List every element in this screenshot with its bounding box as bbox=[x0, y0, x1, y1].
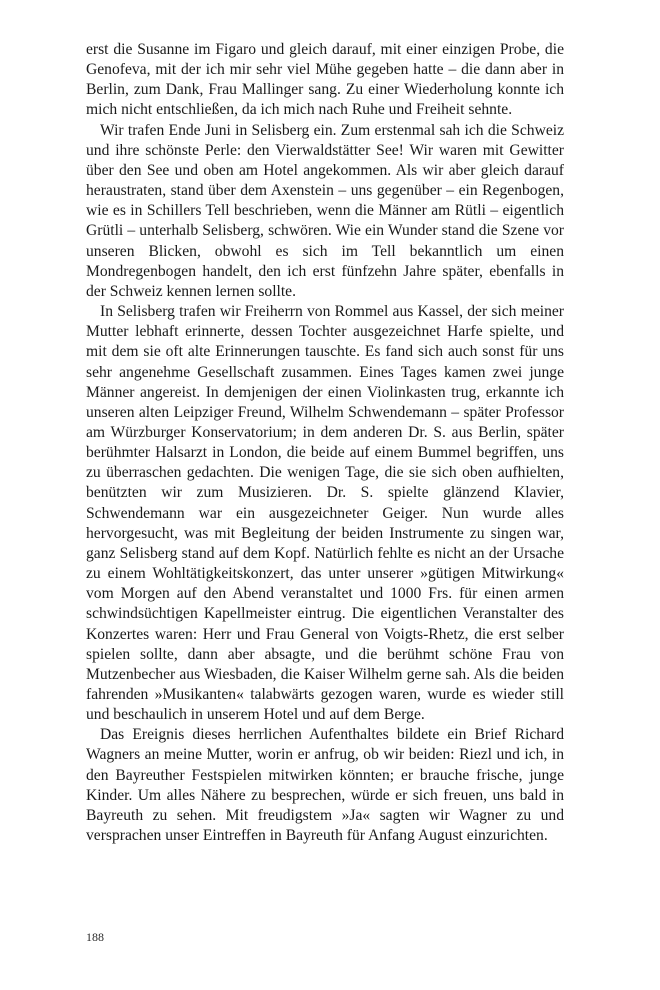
paragraph-1: erst die Susanne im Figaro und gleich darauf, mit einer einzigen Probe, die Genofeva, mit der ich mir sehr viel Mühe gegeben hatte – die dann aber in Berlin, zum Dank, Frau Mallinger sang. Zu einer Wiederholung konnte ich mich nicht entschließen, da ich mich nach Ruhe und Freiheit sehnte. bbox=[86, 41, 564, 119]
paragraph-4: Das Ereignis dieses herrlichen Aufenthaltes bildete ein Brief Richard Wagners an meine Mutter, worin er anfrug, ob wir beiden: Riezl und ich, in den Bayreuther Festspielen mitwirken könnten; er brauche frische, junge Kinder. Um alles Nähere zu besprechen, würde er sich freuen, uns bald in Bayreuth zu sehen. Mit freudigstem »Ja« sagten wir Wagner zu und versprachen unser Eintreffen in Bayreuth für Anfang August einzurichten. bbox=[86, 726, 564, 845]
page-number: 188 bbox=[86, 930, 104, 944]
paragraph-2: Wir trafen Ende Juni in Selisberg ein. Zum erstenmal sah ich die Schweiz und ihre schönste Perle: den Vierwaldstätter See! Wir waren mit Gewitter über den See und oben am Hotel angekommen. Als wir aber gleich darauf heraustraten, stand über dem Axenstein – uns gegenüber – ein Regenbogen, wie es in Schillers Tell beschrieben, wenn die Männer am Rütli – eigentlich Grütli – unterhalb Selisberg, schwören. Wie ein Wunder stand die Szene vor unseren Blicken, obwohl es sich im Tell bekanntlich um einen Mondregenbogen handelt, den ich erst fünfzehn Jahre später, ebenfalls in der Schweiz kennen lernen sollte. bbox=[86, 121, 564, 300]
body-text bbox=[86, 40, 564, 846]
paragraph-3: In Selisberg trafen wir Freiherrn von Rommel aus Kassel, der sich meiner Mutter lebhaft erinnerte, dessen Tochter ausgezeichnet Harfe spielte, und mit dem sie oft alte Erinnerungen tauschte. Es fand sich auch sonst für uns sehr angenehme Gesellschaft zusammen. Eines Tages kamen zwei junge Männer angereist. In demjenigen der einen Violinkasten trug, erkannte ich unseren alten Leipziger Freund, Wilhelm Schwendemann – später Professor am Würzburger Konservatorium; in dem anderen Dr. S. aus Berlin, später berühmter Halsarzt in London, die beide auf einem Bummel begriffen, uns zu überraschen gedachten. Die wenigen Tage, die sie sich oben aufhielten, benützten wir zum Musizieren. Dr. S. spielte glänzend Klavier, Schwendemann war ein ausgezeichneter Geiger. Nun wurde alles hervorgesucht, was mit Begleitung der beiden Instrumente zu singen war, ganz Selisberg stand auf dem Kopf. Natürlich fehlte es nicht an der Ursache zu einem Wohltätigkeitskonzert, das unter unserer »gütigen Mitwirkung« vom Morgen auf den Abend veranstaltet und 1000 Frs. für einen armen schwindsüchtigen Kapellmeister eintrug. Die eigentlichen Veranstalter des Konzertes waren: Herr und Frau General von Voigts-Rhetz, die erst selber spielen sollte, dann aber absagte, und die berühmt schöne Frau von Mutzenbecher aus Wiesbaden, die Kaiser Wilhelm gerne sah. Als die beiden fahrenden »Musikanten« talabwärts gezogen waren, wurde es wieder still und beschaulich in unserem Hotel und auf dem Berge. bbox=[86, 303, 564, 724]
